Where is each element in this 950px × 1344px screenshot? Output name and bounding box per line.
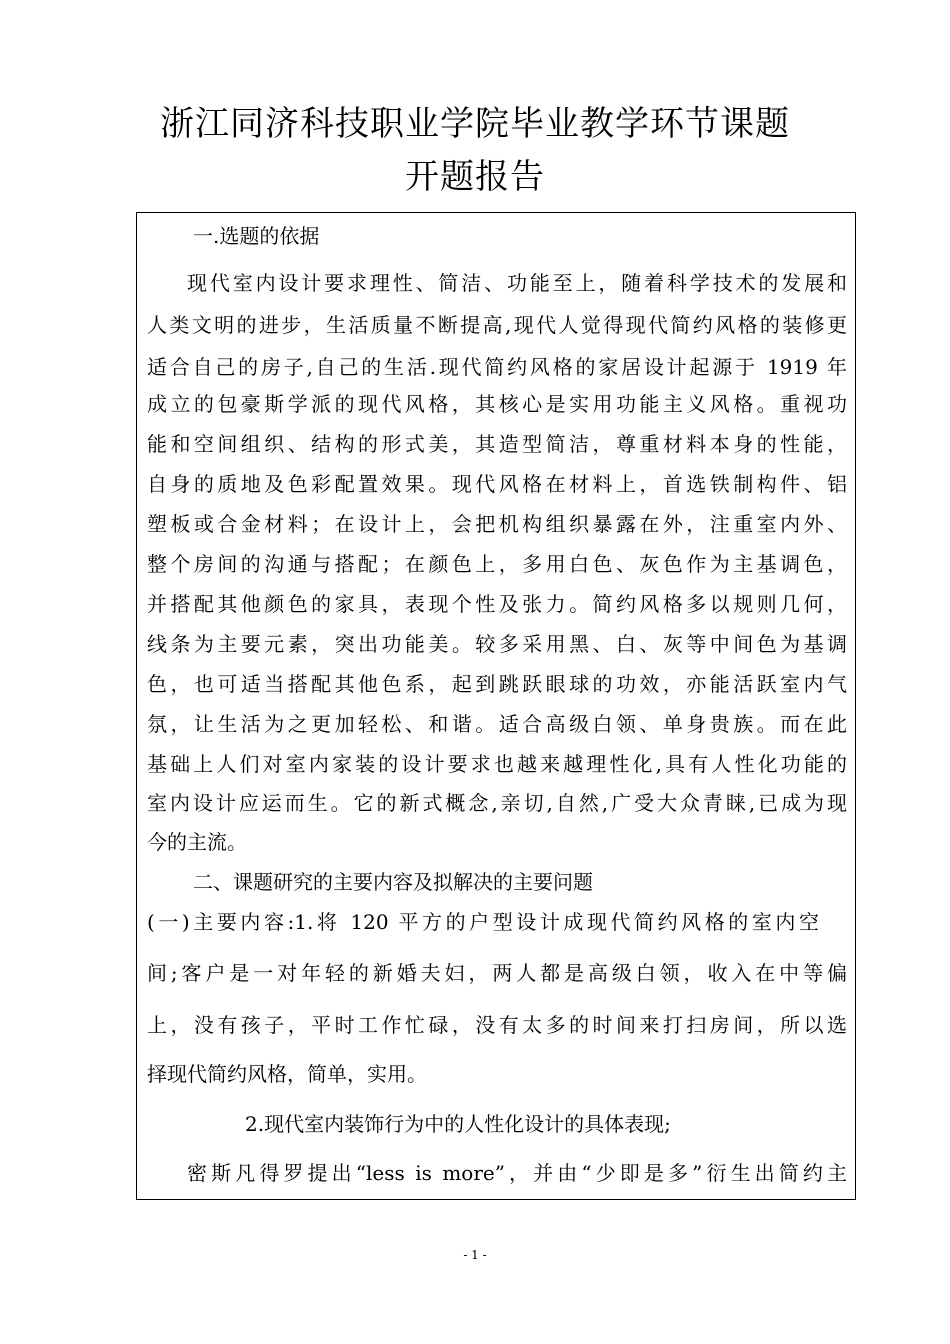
section2-last-line: 密斯凡得罗提出“less is more”，并由“少即是多”衍生出简约主	[187, 1161, 847, 1185]
section2-heading: 二、课题研究的主要内容及拟解决的主要问题	[193, 870, 593, 894]
section1-line: 基础上人们对室内家装的设计要求也越来越理性化,具有人性化功能的	[147, 752, 847, 776]
section1-line: 现代室内设计要求理性、简洁、功能至上，随着科学技术的发展和	[187, 271, 847, 295]
document-subtitle: 开题报告	[405, 157, 545, 197]
section1-line: 自身的质地及色彩配置效果。现代风格在材料上，首选铁制构件、铝	[147, 472, 847, 496]
section2-line: (一)主要内容:1.将 120 平方的户型设计成现代简约风格的室内空	[147, 910, 819, 934]
section2-line: 间;客户是一对年轻的新婚夫妇，两人都是高级白领，收入在中等偏	[147, 961, 847, 985]
document-title: 浙江同济科技职业学院毕业教学环节课题	[160, 104, 790, 144]
section1-line: 线条为主要元素，突出功能美。较多采用黑、白、灰等中间色为基调	[147, 632, 847, 656]
section1-line: 适合自己的房子,自己的生活.现代简约风格的家居设计起源于 1919 年	[147, 355, 847, 379]
section1-heading: 一.选题的依据	[193, 224, 320, 248]
section1-line: 并搭配其他颜色的家具，表现个性及张力。简约风格多以规则几何，	[147, 592, 847, 616]
section1-line: 今的主流。	[147, 830, 247, 854]
section2-line: 上，没有孩子，平时工作忙碌，没有太多的时间来打扫房间，所以选	[147, 1013, 847, 1037]
report-content-box	[136, 212, 856, 1200]
section2-line: 择现代简约风格，简单，实用。	[147, 1062, 427, 1086]
section1-line: 整个房间的沟通与搭配；在颜色上，多用白色、灰色作为主基调色，	[147, 552, 847, 576]
section1-line: 氛，让生活为之更加轻松、和谐。适合高级白领、单身贵族。而在此	[147, 712, 847, 736]
section1-line: 塑板或合金材料；在设计上，会把机构组织暴露在外，注重室内外、	[147, 512, 847, 536]
section2-item2: 2.现代室内装饰行为中的人性化设计的具体表现;	[245, 1112, 671, 1136]
section1-line: 人类文明的进步，生活质量不断提高,现代人觉得现代简约风格的装修更	[147, 313, 847, 337]
section1-line: 成立的包豪斯学派的现代风格，其核心是实用功能主义风格。重视功	[147, 392, 847, 416]
page-number: - 1 -	[463, 1248, 487, 1262]
section1-line: 色，也可适当搭配其他色系，起到跳跃眼球的功效，亦能活跃室内气	[147, 672, 847, 696]
section1-line: 能和空间组织、结构的形式美，其造型简洁，尊重材料本身的性能，	[147, 432, 847, 456]
section1-line: 室内设计应运而生。它的新式概念,亲切,自然,广受大众青睐,已成为现	[147, 791, 847, 815]
